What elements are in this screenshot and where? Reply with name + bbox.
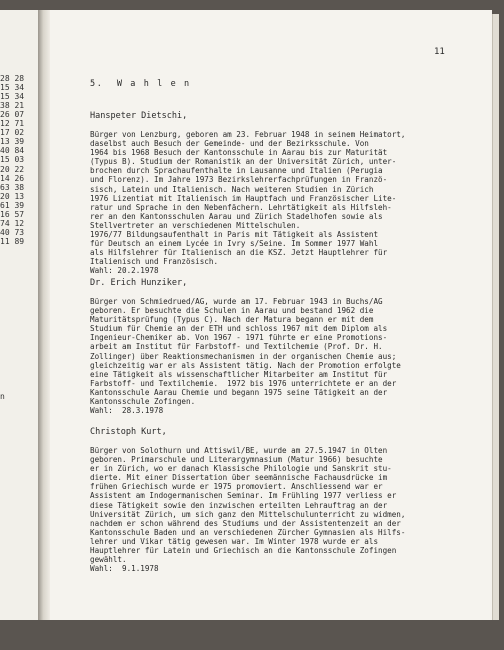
facing-page-number: 74 12 <box>0 218 25 228</box>
facing-page-fragment <box>0 10 39 620</box>
biography-line: daselbst auch Besuch der Gemeinde- und der Bezirksschule. Von <box>90 139 369 149</box>
biography-line: 1976 Lizentiat mit Italienisch im Hauptfach und Französischer Lite- <box>90 193 397 203</box>
biography-line: Kantonsschule Zofingen. <box>90 397 196 407</box>
biography-line: Assistent am Indogermanischen Seminar. Im Frühling 1977 verliess er <box>90 491 397 501</box>
facing-page-number: 20 13 <box>0 191 25 201</box>
facing-page-number: 38 21 <box>0 101 25 111</box>
facing-page-number: 40 84 <box>0 146 25 156</box>
facing-page-number: 11 89 <box>0 236 25 246</box>
facing-page-number: 15 03 <box>0 155 25 165</box>
biography-line: und Florenz). Im Jahre 1973 Bezirkslehrerfachprüfungen in Franzö- <box>90 175 388 185</box>
biography-line: Farbstoff- und Textilchemie. 1972 bis 1976 unterrichtete er an der <box>90 378 397 388</box>
biography-line: Stellvertreter an verschiedenen Mittelschulen. <box>90 220 301 230</box>
biography-line: Wahl: 9.1.1978 <box>90 564 159 574</box>
page-edge <box>492 14 499 620</box>
biography-line: Bürger von Solothurn und Attiswil/BE, wurde am 27.5.1947 in Olten <box>90 446 388 455</box>
facing-page-number: 14 26 <box>0 173 25 183</box>
facing-page-number: 13 39 <box>0 137 25 147</box>
entry-biography <box>90 297 401 415</box>
biography-line: Hauptlehrer für Latein und Griechisch an die Kantonsschule Zofingen <box>90 546 397 556</box>
biography-line: Italienisch und Französisch. <box>90 257 219 267</box>
biography-line: Kantonsschule Baden und an verschiedenen Zürcher Gymnasien als Hilfs- <box>90 527 406 537</box>
biography-line: lehrer und Vikar tätig gewesen war. Im Winter 1978 wurde er als <box>90 536 379 546</box>
biography-line: Ingenieur-Chemiker ab. Von 1967 - 1971 führte er eine Promotions- <box>90 333 388 343</box>
biography-line: arbeit am Institut für Farbstoff- und Textilchemie (Prof. Dr. H. <box>90 342 383 352</box>
biography-line: dierte. Mit einer Dissertation über seemännische Fachausdrücke im <box>90 473 388 483</box>
biography-line: 1964 bis 1968 Besuch der Kantonsschule in Aarau bis zur Maturität <box>90 148 388 158</box>
biography-line: gleichzeitig war er als Assistent tätig. Nach der Promotion erfolgte <box>90 360 401 370</box>
biography-line: Kantonsschule Aarau Chemie und begann 1975 seine Tätigkeit an der <box>90 387 388 397</box>
biography-line: Bürger von Schmiedrued/AG, wurde am 17. Februar 1943 in Buchs/AG <box>90 297 383 306</box>
facing-page-number: 15 34 <box>0 92 25 102</box>
facing-page-number: 28 28 <box>0 74 25 83</box>
biography-line: ratur und Sprache in den Nebenfächern. Lehrtätigkeit als Hilfsleh- <box>90 202 392 212</box>
book-binding-gutter <box>38 10 50 620</box>
biography-line: geboren. Er besuchte die Schulen in Aarau und bestand 1962 die <box>90 306 374 316</box>
biography-line: 1976/77 Bildungsaufenthalt in Paris mit Tätigkeit als Assistent <box>90 230 379 240</box>
biography-line: Maturitätsprüfung (Typus C). Nach der Matura begann er mit dem <box>90 315 374 325</box>
biography-line: (Typus B). Studium der Romanistik an der Universität Zürich, unter- <box>90 157 397 167</box>
biography-line: geboren. Primarschule und Literargymnasium (Matur 1966) besuchte <box>90 455 383 465</box>
facing-page-stray-letter: n <box>0 392 5 401</box>
page-number: 11 <box>434 47 445 57</box>
biography-line: eine Tätigkeit als wissenschaftlicher Mitarbeiter am Institut für <box>90 369 388 379</box>
biography-line: gewählt. <box>90 555 127 565</box>
facing-page-number: 40 73 <box>0 227 25 237</box>
biography-line: als Hilfslehrer für Italienisch an die KSZ. Jetzt Hauptlehrer für <box>90 248 388 258</box>
biography-line: er in Zürich, wo er danach Klassische Philologie und Sanskrit stu- <box>90 464 392 474</box>
facing-page-number: 15 34 <box>0 83 25 93</box>
biography-line: frühen Griechisch wurde er 1975 promoviert. Anschliessend war er <box>90 482 383 492</box>
biography-line: für Deutsch an einem Lycée in Ivry s/Seine. Im Sommer 1977 Wahl <box>90 239 379 249</box>
facing-page-number: 26 07 <box>0 110 25 120</box>
facing-page-number: 17 02 <box>0 128 25 138</box>
entry-biography <box>90 130 405 276</box>
facing-page-number: 20 22 <box>0 164 25 174</box>
document-page <box>50 10 492 620</box>
biography-line: nachdem er schon während des Studiums und der Assistentenzeit an der <box>90 518 401 528</box>
entry-name: Hanspeter Dietschi, <box>90 111 188 121</box>
biography-line: Zollinger) über Reaktionsmechanismen in der organischen Chemie aus; <box>90 351 397 361</box>
section-heading: 5. W a h l e n <box>90 79 191 89</box>
biography-line: diese Tätigkeit sowie den inzwischen erteilten Lehrauftrag an der <box>90 500 388 510</box>
biography-line: Studium für Chemie an der ETH und schloss 1967 mit dem Diplom als <box>90 324 388 334</box>
facing-page-number: 12 71 <box>0 119 25 129</box>
biography-line: rer an den Kantonsschulen Aarau und Zürich Stadelhofen sowie als <box>90 211 383 221</box>
entry-name: Christoph Kurt, <box>90 427 167 437</box>
entry-biography <box>90 446 405 573</box>
biography-line: Bürger von Lenzburg, geboren am 23. Februar 1948 in seinem Heimatort, <box>90 130 406 139</box>
biography-line: brochen durch Sprachaufenthalte in Lausanne und Italien (Perugia <box>90 166 383 176</box>
facing-page-number: 61 39 <box>0 200 25 210</box>
facing-page-number: 16 57 <box>0 209 25 219</box>
biography-line: Wahl: 20.2.1978 <box>90 266 159 276</box>
facing-page-number: 63 38 <box>0 182 25 192</box>
biography-line: sisch, Latein und Italienisch. Nach weiteren Studien in Zürich <box>90 184 374 194</box>
entry-name: Dr. Erich Hunziker, <box>90 278 188 288</box>
biography-line: Universität Zürich, um sich ganz den Mittelschulunterricht zu widmen, <box>90 509 406 519</box>
biography-line: Wahl: 28.3.1978 <box>90 406 164 416</box>
